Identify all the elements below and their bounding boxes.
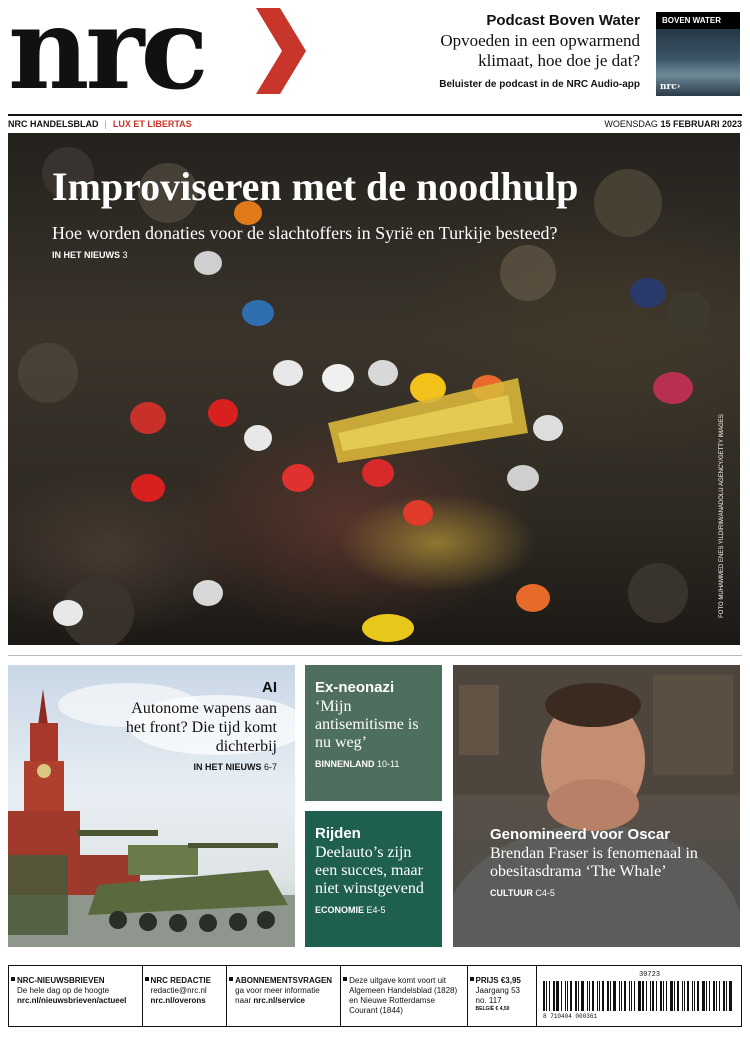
barcode-bar — [619, 981, 620, 1011]
barcode-bar — [624, 981, 626, 1011]
oscar-story-card[interactable] — [453, 665, 740, 947]
price-title: PRIJS €3,95 — [475, 976, 521, 985]
bullet-icon — [229, 977, 233, 981]
bullet-icon — [11, 977, 15, 981]
ai-kicker: AI — [262, 679, 277, 696]
editorial-email[interactable]: redactie@nrc.nl — [150, 986, 207, 995]
neonazi-ref-page: 10-11 — [377, 759, 400, 769]
barcode-bar — [697, 981, 699, 1011]
barcode-bar — [719, 981, 720, 1011]
barcode-bar — [713, 981, 715, 1011]
neonazi-story-card[interactable] — [305, 665, 442, 801]
podcast-promo[interactable] — [400, 12, 640, 90]
actor-portrait-photo — [453, 665, 740, 947]
section-divider — [8, 655, 742, 656]
neonazi-kicker: Ex-neonazi — [315, 679, 395, 696]
rijden-ref-label: ECONOMIE — [315, 905, 365, 915]
logo-chevron-icon — [250, 8, 310, 94]
barcode-bar — [549, 981, 550, 1011]
oscar-kicker: Genomineerd voor Oscar — [490, 826, 671, 843]
hero-story[interactable] — [8, 133, 740, 645]
masthead — [0, 0, 750, 115]
promo-title: Podcast Boven Water — [486, 12, 640, 29]
neonazi-ref-label: BINNENLAND — [315, 759, 375, 769]
footer-price — [468, 966, 538, 1026]
barcode-bar — [575, 981, 577, 1011]
rijden-story-card[interactable] — [305, 811, 442, 947]
barcode-bar — [684, 981, 685, 1011]
rijden-kicker: Rijden — [315, 825, 361, 842]
barcode-bar — [543, 981, 545, 1011]
oscar-ref-label: CULTUUR — [490, 888, 533, 898]
thumb-tag: BOVEN WATER — [656, 12, 740, 29]
promo-subline: Beluister de podcast in de NRC Audio-app — [439, 79, 640, 90]
photo-credit: FOTO MUHAMMED ENES YILDIRIM/ANADOLU AGENCY/GETTY IMAGES — [719, 414, 725, 618]
subscriptions-link[interactable]: nrc.nl/service — [253, 996, 306, 1005]
barcode-bar — [716, 981, 717, 1011]
oscar-headline[interactable]: Brendan Fraser is fenomenaal in obesitasdrama ‘The Whale’ — [490, 845, 698, 880]
hero-page-ref[interactable] — [52, 250, 128, 260]
editorial-link[interactable]: nrc.nl/overons — [150, 996, 206, 1005]
subscriptions-line: ga voor meer informatie — [235, 986, 320, 995]
price-belgium: BELGIË € 4,50 — [475, 1006, 510, 1012]
dateline-motto: LUX ET LIBERTAS — [112, 119, 192, 129]
barcode-bar — [706, 981, 707, 1011]
subscriptions-link-prefix: naar — [235, 996, 252, 1005]
footer-barcode — [537, 966, 741, 1026]
bullet-icon — [470, 977, 474, 981]
volume: Jaargang 53 — [475, 986, 520, 995]
barcode-bar — [666, 981, 667, 1011]
promo-body: Opvoeden in een opwarmend klimaat, hoe doe je dat? — [440, 31, 640, 70]
oscar-ref-page: C4-5 — [535, 888, 555, 898]
newsletters-title: NRC-NIEUWSBRIEVEN — [17, 976, 105, 985]
footer-editorial — [143, 966, 228, 1026]
ai-text — [117, 679, 277, 772]
barcode-bar — [726, 981, 727, 1011]
rijden-ref-page: E4-5 — [366, 905, 386, 915]
barcode-bar — [682, 981, 683, 1011]
hero-headline[interactable]: Improviseren met de noodhulp — [52, 164, 579, 209]
barcode-bar — [587, 981, 588, 1011]
barcode-bar — [599, 981, 600, 1011]
barcode-bar — [567, 981, 568, 1011]
barcode-bar — [692, 981, 693, 1011]
footer-info-bar — [8, 965, 742, 1027]
barcode-bar — [613, 981, 616, 1011]
thumb-logo: nrc› — [660, 82, 681, 92]
barcode-bar — [561, 981, 562, 1011]
dateline — [8, 114, 742, 132]
podcast-thumbnail[interactable] — [656, 12, 740, 96]
barcode-bar — [546, 981, 547, 1011]
barcode-bar — [610, 981, 611, 1011]
barcode-bar — [578, 981, 579, 1011]
ai-headline[interactable]: Autonome wapens aan het front? Die tijd komt dichterbij — [125, 700, 277, 755]
ai-page-ref[interactable] — [117, 762, 277, 772]
footer-newsletters — [9, 966, 143, 1026]
dateline-weekday: WOENSDAG — [604, 119, 658, 129]
barcode-bar — [656, 981, 657, 1011]
barcode-bar — [565, 981, 566, 1011]
barcode-bar — [650, 981, 651, 1011]
issue-number: no. 117 — [475, 996, 502, 1005]
barcode-bar — [592, 981, 594, 1011]
barcode-bar — [553, 981, 555, 1011]
barcode-bar — [663, 981, 664, 1011]
barcode-bar — [642, 981, 644, 1011]
dateline-brand: NRC HANDELSBLAD — [8, 119, 99, 129]
neonazi-page-ref[interactable] — [315, 759, 432, 769]
nrc-logo[interactable]: nrc — [8, 0, 205, 115]
hero-ref-label: IN HET NIEUWS — [52, 250, 121, 260]
barcode-bar — [670, 981, 673, 1011]
barcode-bar — [687, 981, 689, 1011]
barcode-graphic — [543, 981, 735, 1011]
ai-ref-label: IN HET NIEUWS — [193, 762, 262, 772]
rijden-headline[interactable]: Deelauto’s zijn een succes, maar niet winstgevend — [315, 844, 424, 897]
barcode-bar — [646, 981, 647, 1011]
barcode-bar — [652, 981, 654, 1011]
editorial-title: NRC REDACTIE — [150, 976, 211, 985]
newsletters-line: De hele dag op de hoogte — [17, 986, 110, 995]
dateline-day: 15 FEBRUARI 2023 — [660, 119, 742, 129]
barcode-top-number: 30723 — [639, 971, 661, 979]
ai-story-card[interactable] — [8, 665, 295, 947]
barcode-bar — [602, 981, 604, 1011]
dateline-date — [604, 119, 742, 129]
hero-ref-page: 3 — [122, 250, 128, 260]
barcode-bar — [556, 981, 559, 1011]
subscriptions-link-line — [235, 996, 332, 1006]
publisher-note: Deze uitgave komt voort uit Algemeen Handelsblad (1828) en Nieuwe Rotterdamse Courant (1844) — [349, 976, 458, 1015]
dateline-separator: | — [104, 119, 107, 129]
barcode-bar — [570, 981, 572, 1011]
footer-publisher — [341, 966, 467, 1026]
barcode-bar — [621, 981, 622, 1011]
barcode-bar — [660, 981, 662, 1011]
barcode-bar — [638, 981, 641, 1011]
barcode-bar — [677, 981, 679, 1011]
footer-subscriptions — [227, 966, 341, 1026]
barcode-bar — [629, 981, 630, 1011]
barcode-bar — [702, 981, 705, 1011]
barcode-bar — [631, 981, 632, 1011]
barcode-bottom-number: 8 710404 000361 — [543, 1013, 598, 1020]
barcode-bar — [634, 981, 635, 1011]
oscar-page-ref[interactable] — [490, 888, 730, 898]
hero-subheadline: Hoe worden donaties voor de slachtoffers in Syrië en Turkije besteed? — [52, 223, 558, 243]
barcode-bar — [729, 981, 732, 1011]
barcode-bar — [709, 981, 710, 1011]
barcode-bar — [607, 981, 609, 1011]
subscriptions-title: ABONNEMENTSVRAGEN — [235, 976, 333, 985]
bullet-icon — [145, 977, 149, 981]
barcode-bar — [581, 981, 584, 1011]
newsletters-link[interactable]: nrc.nl/nieuwsbrieven/actueel — [17, 996, 127, 1005]
neonazi-headline[interactable]: ‘Mijn antisemitisme is nu weg’ — [315, 698, 419, 751]
rijden-page-ref[interactable] — [315, 905, 432, 915]
ai-ref-page: 6-7 — [263, 762, 277, 772]
barcode-bar — [597, 981, 598, 1011]
bullet-icon — [343, 977, 347, 981]
barcode-bar — [694, 981, 695, 1011]
barcode-bar — [723, 981, 725, 1011]
barcode-bar — [674, 981, 675, 1011]
barcode-bar — [589, 981, 590, 1011]
oscar-text — [490, 826, 730, 898]
